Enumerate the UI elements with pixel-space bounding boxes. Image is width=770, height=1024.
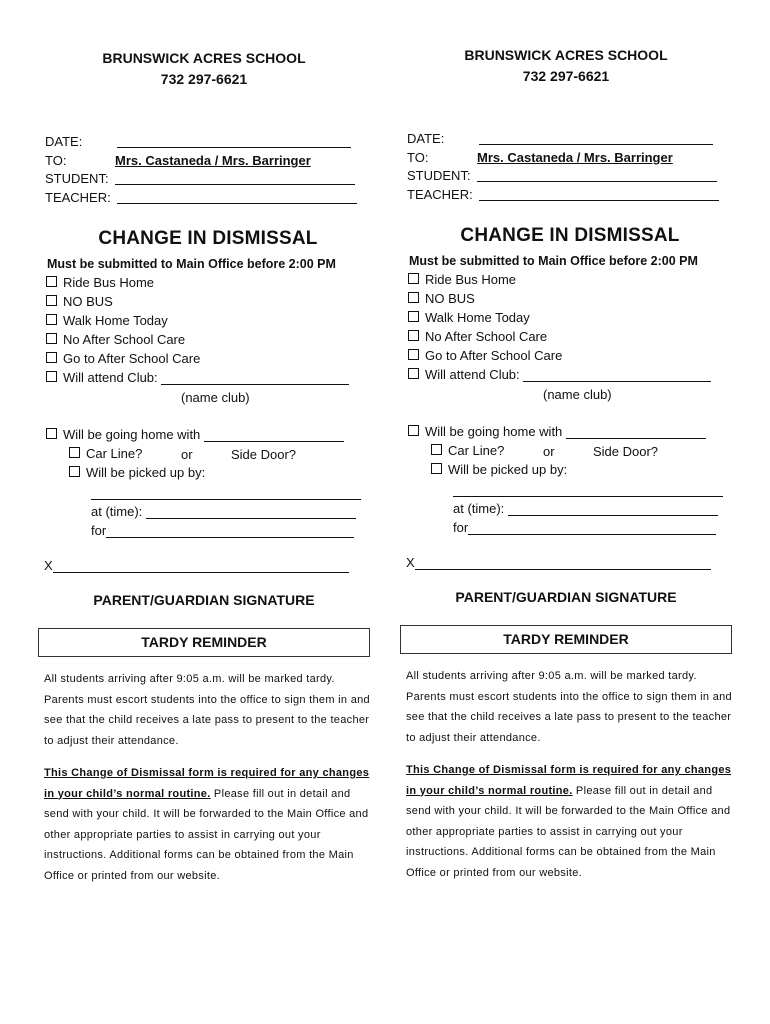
required-bold: This Change of Dismissal form is required for any changes in your child’s normal routine. xyxy=(406,764,732,797)
at-time-line[interactable] xyxy=(146,506,356,519)
required-rest: Please fill out in detail and send with your child. It will be forwarded to the Main Office and other appropriate parties to assist in carrying out your instructions. Additional forms can be obtained from the Main Office or printed from our website. xyxy=(44,787,369,882)
signature-field[interactable] xyxy=(406,555,711,570)
tardy-text: All students arriving after 9:05 a.m. will be marked tardy. Parents must escort students into the office to sign them in and see that the child receives a late pass to present to the teacher to adjust their attendance. xyxy=(406,670,732,744)
form-subtitle: Must be submitted to Main Office before 2:00 PM xyxy=(409,254,698,268)
teacher-label: TEACHER: xyxy=(45,190,111,205)
to-value: Mrs. Castaneda / Mrs. Barringer xyxy=(115,153,311,168)
at-time-line[interactable] xyxy=(508,503,718,516)
checkbox[interactable] xyxy=(431,463,442,474)
for-field[interactable]: for xyxy=(91,523,354,538)
option-going-home-with[interactable]: Will be going home with xyxy=(408,423,706,441)
option-car-line[interactable]: Car Line? xyxy=(69,445,142,463)
checkbox[interactable] xyxy=(46,295,57,306)
school-phone: 732 297-6621 xyxy=(522,68,610,84)
at-time-field[interactable]: at (time): xyxy=(453,501,718,516)
checkbox[interactable] xyxy=(46,276,57,287)
club-line[interactable] xyxy=(161,372,349,385)
option-go-to-after-school-care[interactable]: Go to After School Care xyxy=(46,350,200,368)
x-mark: X xyxy=(406,555,415,570)
option-club[interactable]: Will attend Club: xyxy=(408,366,711,384)
option-going-home-with[interactable]: Will be going home with xyxy=(46,426,344,444)
form-title: CHANGE IN DISMISSAL xyxy=(460,225,680,246)
option-no-after-school-care[interactable]: No After School Care xyxy=(46,331,185,349)
option-no-after-school-care[interactable]: No After School Care xyxy=(408,328,547,346)
checkbox[interactable] xyxy=(69,447,80,458)
side-door-text: Side Door? xyxy=(231,447,297,462)
checkbox[interactable] xyxy=(408,425,419,436)
date-label: DATE: xyxy=(407,131,445,146)
signature-line[interactable] xyxy=(415,560,711,570)
teacher-field[interactable] xyxy=(45,189,365,207)
for-line[interactable] xyxy=(106,525,354,538)
option-walk-home[interactable]: Walk Home Today xyxy=(408,309,530,327)
checkbox[interactable] xyxy=(46,333,57,344)
checkbox[interactable] xyxy=(431,444,442,455)
option-ride-bus[interactable]: Ride Bus Home xyxy=(408,271,516,289)
option-go-to-after-school-care[interactable]: Go to After School Care xyxy=(408,347,562,365)
to-field xyxy=(407,149,727,167)
checkbox[interactable] xyxy=(408,349,419,360)
for-line[interactable] xyxy=(468,522,716,535)
student-field[interactable] xyxy=(407,167,727,185)
checkbox[interactable] xyxy=(408,273,419,284)
checkbox[interactable] xyxy=(69,466,80,477)
to-field xyxy=(45,152,365,170)
club-line[interactable] xyxy=(523,369,711,382)
club-hint: (name club) xyxy=(181,390,250,405)
teacher-label: TEACHER: xyxy=(407,187,473,202)
to-value: Mrs. Castaneda / Mrs. Barringer xyxy=(477,150,673,165)
checkbox[interactable] xyxy=(408,368,419,379)
option-walk-home[interactable]: Walk Home Today xyxy=(46,312,168,330)
required-bold: This Change of Dismissal form is required for any changes in your child’s normal routine. xyxy=(44,767,370,800)
to-label: TO: xyxy=(407,150,429,165)
option-no-bus[interactable]: NO BUS xyxy=(408,290,475,308)
or-text: or xyxy=(543,444,555,459)
student-label: STUDENT: xyxy=(407,168,471,183)
teacher-line xyxy=(479,200,719,201)
going-home-line[interactable] xyxy=(566,426,706,439)
school-name: BRUNSWICK ACRES SCHOOL xyxy=(102,50,306,66)
pickup-name-line[interactable] xyxy=(91,499,361,500)
option-ride-bus[interactable]: Ride Bus Home xyxy=(46,274,154,292)
checkbox[interactable] xyxy=(408,311,419,322)
date-label: DATE: xyxy=(45,134,83,149)
date-line xyxy=(479,144,713,145)
x-mark: X xyxy=(44,558,53,573)
date-field[interactable] xyxy=(407,130,727,148)
going-home-line[interactable] xyxy=(204,429,344,442)
checkbox[interactable] xyxy=(46,428,57,439)
signature-line[interactable] xyxy=(53,563,349,573)
student-line xyxy=(477,181,717,182)
club-hint: (name club) xyxy=(543,387,612,402)
student-line xyxy=(115,184,355,185)
or-text: or xyxy=(181,447,193,462)
checkbox[interactable] xyxy=(46,314,57,325)
checkbox[interactable] xyxy=(408,292,419,303)
option-car-line[interactable]: Car Line? xyxy=(431,442,504,460)
required-text xyxy=(406,760,736,883)
side-door-text: Side Door? xyxy=(593,444,659,459)
signature-field[interactable] xyxy=(44,558,349,573)
signature-label: PARENT/GUARDIAN SIGNATURE xyxy=(93,592,315,608)
checkbox[interactable] xyxy=(46,371,57,382)
checkbox[interactable] xyxy=(46,352,57,363)
school-name: BRUNSWICK ACRES SCHOOL xyxy=(464,47,668,63)
option-club[interactable]: Will attend Club: xyxy=(46,369,349,387)
at-time-field[interactable]: at (time): xyxy=(91,504,356,519)
school-phone: 732 297-6621 xyxy=(160,71,248,87)
teacher-field[interactable] xyxy=(407,186,727,204)
option-picked-up[interactable]: Will be picked up by: xyxy=(431,461,567,479)
form-subtitle: Must be submitted to Main Office before 2:00 PM xyxy=(47,257,336,271)
date-line xyxy=(117,147,351,148)
tardy-text: All students arriving after 9:05 a.m. will be marked tardy. Parents must escort students into the office to sign them in and see that the child receives a late pass to present to the teacher to adjust their attendance. xyxy=(44,673,370,747)
form-title: CHANGE IN DISMISSAL xyxy=(98,228,318,249)
tardy-reminder-box: TARDY REMINDER xyxy=(38,628,370,657)
option-picked-up[interactable]: Will be picked up by: xyxy=(69,464,205,482)
student-field[interactable] xyxy=(45,170,365,188)
tardy-reminder-box: TARDY REMINDER xyxy=(400,625,732,654)
checkbox[interactable] xyxy=(408,330,419,341)
option-no-bus[interactable]: NO BUS xyxy=(46,293,113,311)
for-field[interactable]: for xyxy=(453,520,716,535)
date-field[interactable] xyxy=(45,133,365,151)
to-label: TO: xyxy=(45,153,67,168)
signature-label: PARENT/GUARDIAN SIGNATURE xyxy=(455,589,677,605)
required-text xyxy=(44,763,374,886)
teacher-line xyxy=(117,203,357,204)
required-rest: Please fill out in detail and send with your child. It will be forwarded to the Main Office and other appropriate parties to assist in carrying out your instructions. Additional forms can be obtained from the Main Office or printed from our website. xyxy=(406,784,731,879)
pickup-name-line[interactable] xyxy=(453,496,723,497)
student-label: STUDENT: xyxy=(45,171,109,186)
